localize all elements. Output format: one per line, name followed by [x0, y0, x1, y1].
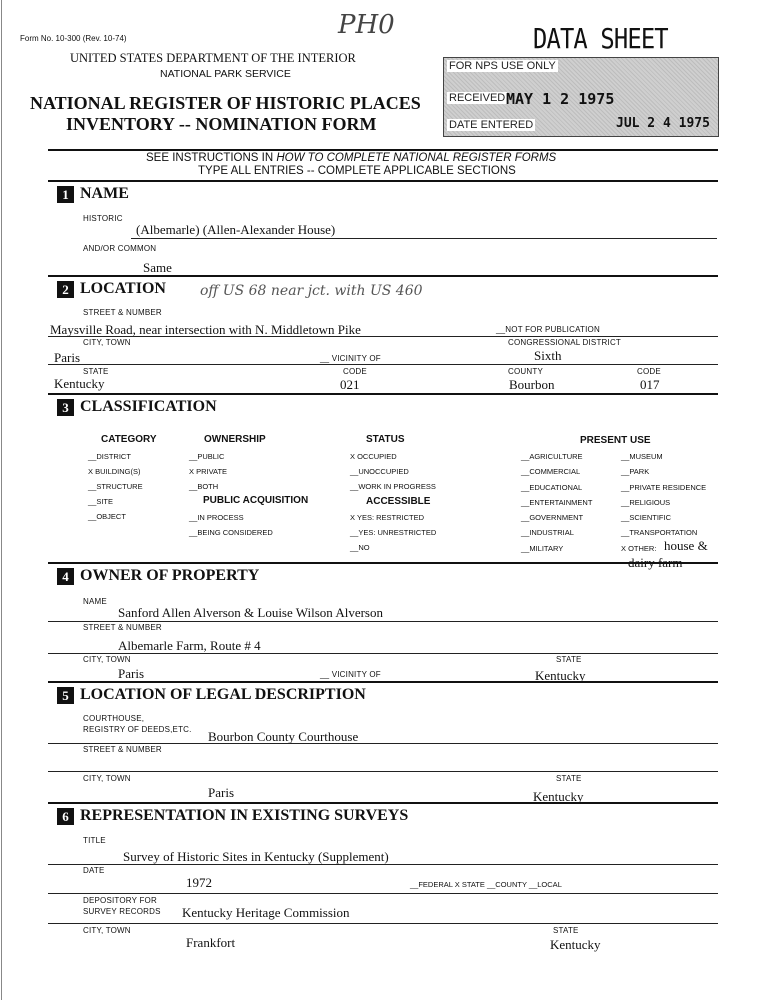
use-park[interactable]: __PARK — [621, 467, 650, 476]
depository-underline — [48, 923, 718, 924]
legal-state-value[interactable]: Kentucky — [533, 789, 584, 804]
owner-state-label: STATE — [556, 655, 582, 664]
owner-name-value[interactable]: Sanford Allen Alverson & Louise Wilson Alverson — [118, 605, 383, 620]
legal-street-label: STREET & NUMBER — [83, 745, 162, 754]
ownership-heading: OWNERSHIP — [204, 434, 266, 445]
category-object[interactable]: __OBJECT — [88, 512, 126, 521]
use-government[interactable]: __GOVERNMENT — [521, 513, 584, 522]
form-title-line1: NATIONAL REGISTER OF HISTORIC PLACES — [30, 93, 421, 113]
received-label: RECEIVED — [449, 92, 506, 104]
owner-city-value[interactable]: Paris — [118, 666, 144, 681]
section5-title: LOCATION OF LEGAL DESCRIPTION — [80, 686, 366, 703]
courthouse-value[interactable]: Bourbon County Courthouse — [208, 729, 359, 744]
section4-title: OWNER OF PROPERTY — [80, 567, 260, 584]
accessible-restricted[interactable]: X YES: RESTRICTED — [350, 513, 425, 522]
status-work-in-progress[interactable]: __WORK IN PROGRESS — [350, 482, 436, 491]
section3-title: CLASSIFICATION — [80, 398, 217, 415]
use-agriculture[interactable]: __AGRICULTURE — [521, 452, 583, 461]
district-value[interactable]: Sixth — [534, 348, 562, 363]
legal-street-underline — [48, 771, 718, 772]
survey-title-value[interactable]: Survey of Historic Sites in Kentucky (Supplement) — [123, 849, 389, 864]
status-occupied[interactable]: X OCCUPIED — [350, 452, 397, 461]
date-entered-label: DATE ENTERED — [449, 119, 534, 131]
survey-title-underline — [48, 864, 718, 865]
status-unoccupied[interactable]: __UNOCCUPIED — [350, 467, 409, 476]
congressional-district-label: CONGRESSIONAL DISTRICT — [508, 338, 622, 347]
category-heading: CATEGORY — [101, 434, 157, 445]
section4-number: 4 — [57, 568, 74, 585]
scan-edge — [1, 0, 2, 1000]
acquisition-in-process[interactable]: __IN PROCESS — [189, 513, 244, 522]
use-military[interactable]: __MILITARY — [521, 544, 564, 553]
owner-city-label: CITY, TOWN — [83, 655, 131, 664]
survey-city-label: CITY, TOWN — [83, 926, 131, 935]
survey-date-value[interactable]: 1972 — [186, 875, 212, 890]
nps-use-only-label: FOR NPS USE ONLY — [449, 60, 556, 72]
courthouse-underline — [48, 743, 718, 744]
received-date-stamp: MAY 1 2 1975 — [506, 90, 615, 108]
category-structure[interactable]: __STRUCTURE — [88, 482, 143, 491]
owner-name-underline — [48, 621, 718, 622]
section6-number: 6 — [57, 808, 74, 825]
section2-divider — [48, 275, 718, 277]
legal-city-value[interactable]: Paris — [208, 785, 234, 800]
historic-name-value[interactable]: (Albemarle) (Allen-Alexander House) — [136, 222, 336, 237]
section5-number: 5 — [57, 687, 74, 704]
status-heading: STATUS — [366, 434, 405, 445]
use-private-residence[interactable]: __PRIVATE RESIDENCE — [621, 483, 707, 492]
not-for-publication[interactable]: __NOT FOR PUBLICATION — [496, 325, 600, 334]
header-divider — [48, 149, 718, 151]
city-value[interactable]: Paris — [54, 350, 80, 365]
depository-label-line1: DEPOSITORY FOR — [83, 896, 157, 905]
common-name-value[interactable]: Same — [143, 260, 172, 275]
survey-level-options[interactable]: __FEDERAL X STATE __COUNTY __LOCAL — [410, 880, 562, 889]
category-site[interactable]: __SITE — [88, 497, 114, 506]
section4-divider — [48, 562, 718, 564]
historic-underline — [131, 238, 717, 239]
county-label: COUNTY — [508, 367, 543, 376]
instructions-prefix: SEE INSTRUCTIONS IN — [146, 152, 277, 164]
category-buildings[interactable]: X BUILDING(S) — [88, 467, 141, 476]
use-transportation[interactable]: __TRANSPORTATION — [621, 528, 698, 537]
state-value[interactable]: Kentucky — [54, 376, 105, 391]
state-code-value[interactable]: 021 — [340, 377, 360, 392]
handwritten-annotation: PH0 — [338, 10, 395, 40]
state-label: STATE — [83, 367, 109, 376]
data-sheet-title: DATA SHEET — [533, 22, 668, 55]
owner-street-label: STREET & NUMBER — [83, 623, 162, 632]
form-number: Form No. 10-300 (Rev. 10-74) — [20, 34, 127, 43]
ownership-private[interactable]: X PRIVATE — [189, 467, 228, 476]
section5-divider — [48, 681, 718, 683]
use-educational[interactable]: __EDUCATIONAL — [521, 483, 583, 492]
use-other-value-line2[interactable]: dairy farm — [628, 555, 683, 570]
category-district[interactable]: __DISTRICT — [88, 452, 131, 461]
courthouse-label-line1: COURTHOUSE, — [83, 714, 145, 723]
ownership-public[interactable]: __PUBLIC — [189, 452, 225, 461]
use-industrial[interactable]: __INDUSTRIAL — [521, 528, 574, 537]
owner-street-value[interactable]: Albemarle Farm, Route # 4 — [118, 638, 261, 653]
code-label: CODE — [343, 367, 367, 376]
survey-date-label: DATE — [83, 866, 105, 875]
street-underline — [48, 336, 718, 337]
survey-state-value[interactable]: Kentucky — [550, 937, 601, 952]
use-other-value[interactable]: house & — [664, 538, 708, 553]
use-entertainment[interactable]: __ENTERTAINMENT — [521, 498, 593, 507]
section6-divider — [48, 802, 718, 804]
survey-date-underline — [48, 893, 718, 894]
present-use-heading: PRESENT USE — [580, 435, 651, 446]
accessible-heading: ACCESSIBLE — [366, 496, 431, 507]
acquisition-being-considered[interactable]: __BEING CONSIDERED — [189, 528, 273, 537]
county-code-value[interactable]: 017 — [640, 377, 660, 392]
date-entered-stamp: JUL 2 4 1975 — [616, 116, 710, 131]
use-commercial[interactable]: __COMMERCIAL — [521, 467, 581, 476]
public-acquisition-heading: PUBLIC ACQUISITION — [203, 495, 309, 506]
section3-number: 3 — [57, 399, 74, 416]
county-value[interactable]: Bourbon — [509, 377, 555, 392]
legal-city-label: CITY, TOWN — [83, 774, 131, 783]
use-other[interactable]: X OTHER: — [621, 544, 657, 553]
section1-title: NAME — [80, 185, 129, 202]
form-title-line2: INVENTORY -- NOMINATION FORM — [66, 114, 377, 134]
owner-name-label: NAME — [83, 597, 107, 606]
owner-vicinity-label[interactable]: __ VICINITY OF — [320, 670, 381, 679]
accessible-unrestricted[interactable]: __YES: UNRESTRICTED — [350, 528, 437, 537]
common-name-label: AND/OR COMMON — [83, 244, 157, 253]
ownership-both[interactable]: __BOTH — [189, 482, 219, 491]
section2-number: 2 — [57, 281, 74, 298]
department-name: UNITED STATES DEPARTMENT OF THE INTERIOR — [70, 51, 356, 65]
use-religious[interactable]: __RELIGIOUS — [621, 498, 671, 507]
use-museum[interactable]: __MUSEUM — [621, 452, 663, 461]
depository-value[interactable]: Kentucky Heritage Commission — [182, 905, 350, 920]
survey-title-label: TITLE — [83, 836, 106, 845]
survey-state-label: STATE — [553, 926, 579, 935]
section3-divider — [48, 393, 718, 395]
location-handwritten-note: off US 68 near jct. with US 460 — [200, 283, 423, 299]
owner-state-value[interactable]: Kentucky — [535, 668, 586, 683]
street-value[interactable]: Maysville Road, near intersection with N. Middletown Pike — [50, 322, 361, 337]
section6-title: REPRESENTATION IN EXISTING SURVEYS — [80, 807, 409, 824]
depository-label-line2: SURVEY RECORDS — [83, 907, 161, 916]
owner-street-underline — [48, 653, 718, 654]
use-scientific[interactable]: __SCIENTIFIC — [621, 513, 672, 522]
street-label: STREET & NUMBER — [83, 308, 162, 317]
city-label: CITY, TOWN — [83, 338, 131, 347]
vicinity-label[interactable]: __ VICINITY OF — [320, 354, 381, 363]
legal-state-label: STATE — [556, 774, 582, 783]
section2-title: LOCATION — [80, 280, 166, 297]
section1-divider — [48, 180, 718, 182]
instructions-line2: TYPE ALL ENTRIES -- COMPLETE APPLICABLE SECTIONS — [198, 165, 516, 177]
accessible-no[interactable]: __NO — [350, 543, 370, 552]
historic-label: HISTORIC — [83, 214, 123, 223]
instructions-manual-title: HOW TO COMPLETE NATIONAL REGISTER FORMS — [276, 152, 557, 164]
county-code-label: CODE — [637, 367, 661, 376]
instructions-line1 — [146, 152, 556, 164]
service-name: NATIONAL PARK SERVICE — [160, 68, 291, 80]
nps-use-box — [443, 57, 719, 137]
city-underline — [48, 364, 718, 365]
survey-city-value[interactable]: Frankfort — [186, 935, 236, 950]
courthouse-label-line2: REGISTRY OF DEEDS,ETC. — [83, 725, 192, 734]
section1-number: 1 — [57, 186, 74, 203]
